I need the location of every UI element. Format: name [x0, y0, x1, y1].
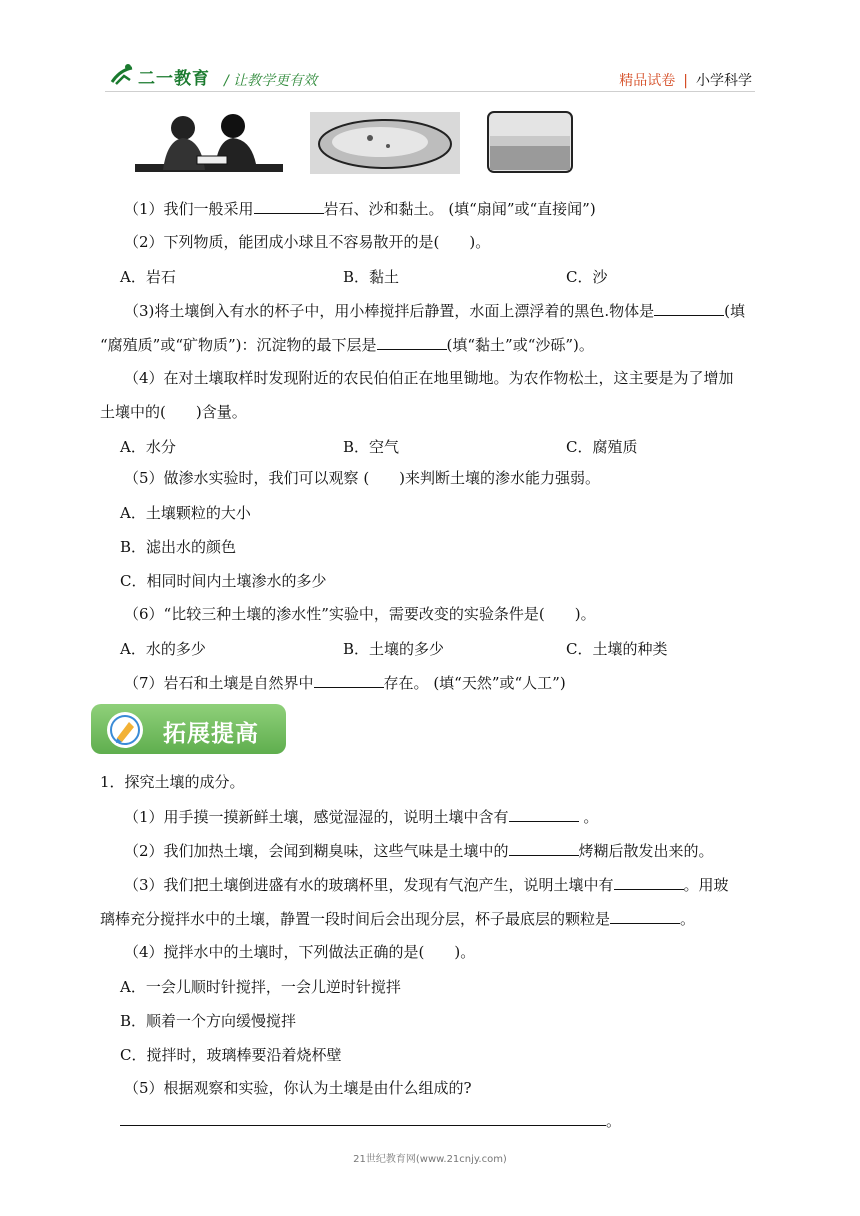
- ext-title: 1．探究土壤的成分。: [100, 773, 245, 791]
- q4-line2: 土壤中的( )含量。: [100, 403, 247, 421]
- section-banner: [91, 704, 286, 754]
- e4: （4）搅拌水中的土壤时，下列做法正确的是( )。: [124, 943, 476, 961]
- q3-blank-2[interactable]: [377, 334, 447, 350]
- header-separator: |: [683, 73, 688, 89]
- q3-line2: “腐殖质”或“矿物质”)：沉淀物的最下层是 (填“黏土”或“沙砾”)。: [100, 336, 594, 354]
- q5-option-b[interactable]: B．滤出水的颜色: [120, 538, 237, 556]
- beaker-illustration: [484, 110, 576, 174]
- logo-text: 二一教育: [138, 69, 210, 89]
- e5-answer-line: 。: [120, 1110, 621, 1131]
- runner-logo-icon: [108, 62, 138, 88]
- q6-option-c[interactable]: C．土壤的种类: [566, 640, 668, 658]
- header-divider: [105, 91, 755, 92]
- q5: （5）做渗水实验时，我们可以观察 ( )来判断土壤的渗水能力强弱。: [124, 469, 601, 487]
- e4-option-a[interactable]: A．一会儿顺时针搅拌，一会儿逆时针搅拌: [120, 978, 401, 996]
- q6: （6）“比较三种土壤的渗水性”实验中，需要改变的实验条件是( )。: [124, 605, 596, 623]
- e3-line2: 璃棒充分搅拌水中的土壤，静置一段时间后会出现分层，杯子最底层的颗粒是 。: [100, 910, 696, 928]
- header-label: 精品试卷: [619, 73, 676, 89]
- pen-icon: [107, 712, 143, 748]
- q1-blank[interactable]: [254, 198, 324, 214]
- banner-title: 拓展提高: [163, 721, 259, 747]
- q2-option-c[interactable]: C．沙: [566, 268, 608, 286]
- header-subject: 小学科学: [696, 73, 752, 89]
- q4-option-a[interactable]: A．水分: [120, 438, 176, 456]
- e5: （5）根据观察和实验，你认为土壤是由什么组成的?: [124, 1079, 472, 1097]
- q6-option-a[interactable]: A．水的多少: [120, 640, 206, 658]
- e3-line1: （3）我们把土壤倒进盛有水的玻璃杯里，发现有气泡产生，说明土壤中有 。用玻: [124, 876, 729, 894]
- e1: （1）用手摸一摸新鲜土壤，感觉湿湿的，说明土壤中含有 。: [124, 808, 599, 826]
- q4-option-c[interactable]: C．腐殖质: [566, 438, 638, 456]
- e2-blank[interactable]: [509, 840, 579, 856]
- q1: （1）我们一般采用 岩石、沙和黏土。 (填“扇闻”或“直接闻”): [124, 200, 596, 218]
- e4-option-c[interactable]: C．搅拌时，玻璃棒要沿着烧杯壁: [120, 1046, 342, 1064]
- logo: [108, 62, 233, 88]
- e3-blank-2[interactable]: [610, 908, 680, 924]
- e4-option-b[interactable]: B．顺着一个方向缓慢搅拌: [120, 1012, 297, 1030]
- q2-option-b[interactable]: B．黏土: [343, 268, 400, 286]
- students-illustration: [135, 112, 283, 174]
- e1-blank[interactable]: [509, 806, 579, 822]
- q6-option-b[interactable]: B．土壤的多少: [343, 640, 445, 658]
- e5-blank[interactable]: [120, 1110, 606, 1126]
- soil-dish-illustration: [310, 112, 460, 174]
- q7-blank[interactable]: [314, 672, 384, 688]
- slogan: / 让教学更有效: [224, 73, 318, 89]
- q2-option-a[interactable]: A．岩石: [120, 268, 176, 286]
- footer-text: 21世纪教育网(www.21cnjy.com): [353, 1154, 507, 1165]
- e2: （2）我们加热土壤，会闻到糊臭味，这些气味是土壤中的 烤糊后散发出来的。: [124, 842, 714, 860]
- q5-option-a[interactable]: A．土壤颗粒的大小: [120, 504, 251, 522]
- q3-blank-1[interactable]: [654, 300, 724, 316]
- q7: （7）岩石和土壤是自然界中 存在。 (填“天然”或“人工”): [124, 674, 566, 692]
- q5-option-c[interactable]: C．相同时间内土壤渗水的多少: [120, 572, 327, 590]
- q4-option-b[interactable]: B．空气: [343, 438, 400, 456]
- e3-blank-1[interactable]: [614, 874, 684, 890]
- header-right: [619, 70, 752, 90]
- q4-line1: （4）在对土壤取样时发现附近的农民伯伯正在地里锄地。为农作物松土，这主要是为了增加: [124, 369, 734, 387]
- q2: （2）下列物质，能团成小球且不容易散开的是( )。: [124, 233, 491, 251]
- q3-line1: （3)将土壤倒入有水的杯子中，用小棒搅拌后静置，水面上漂浮着的黑色.物体是 (填: [124, 302, 746, 320]
